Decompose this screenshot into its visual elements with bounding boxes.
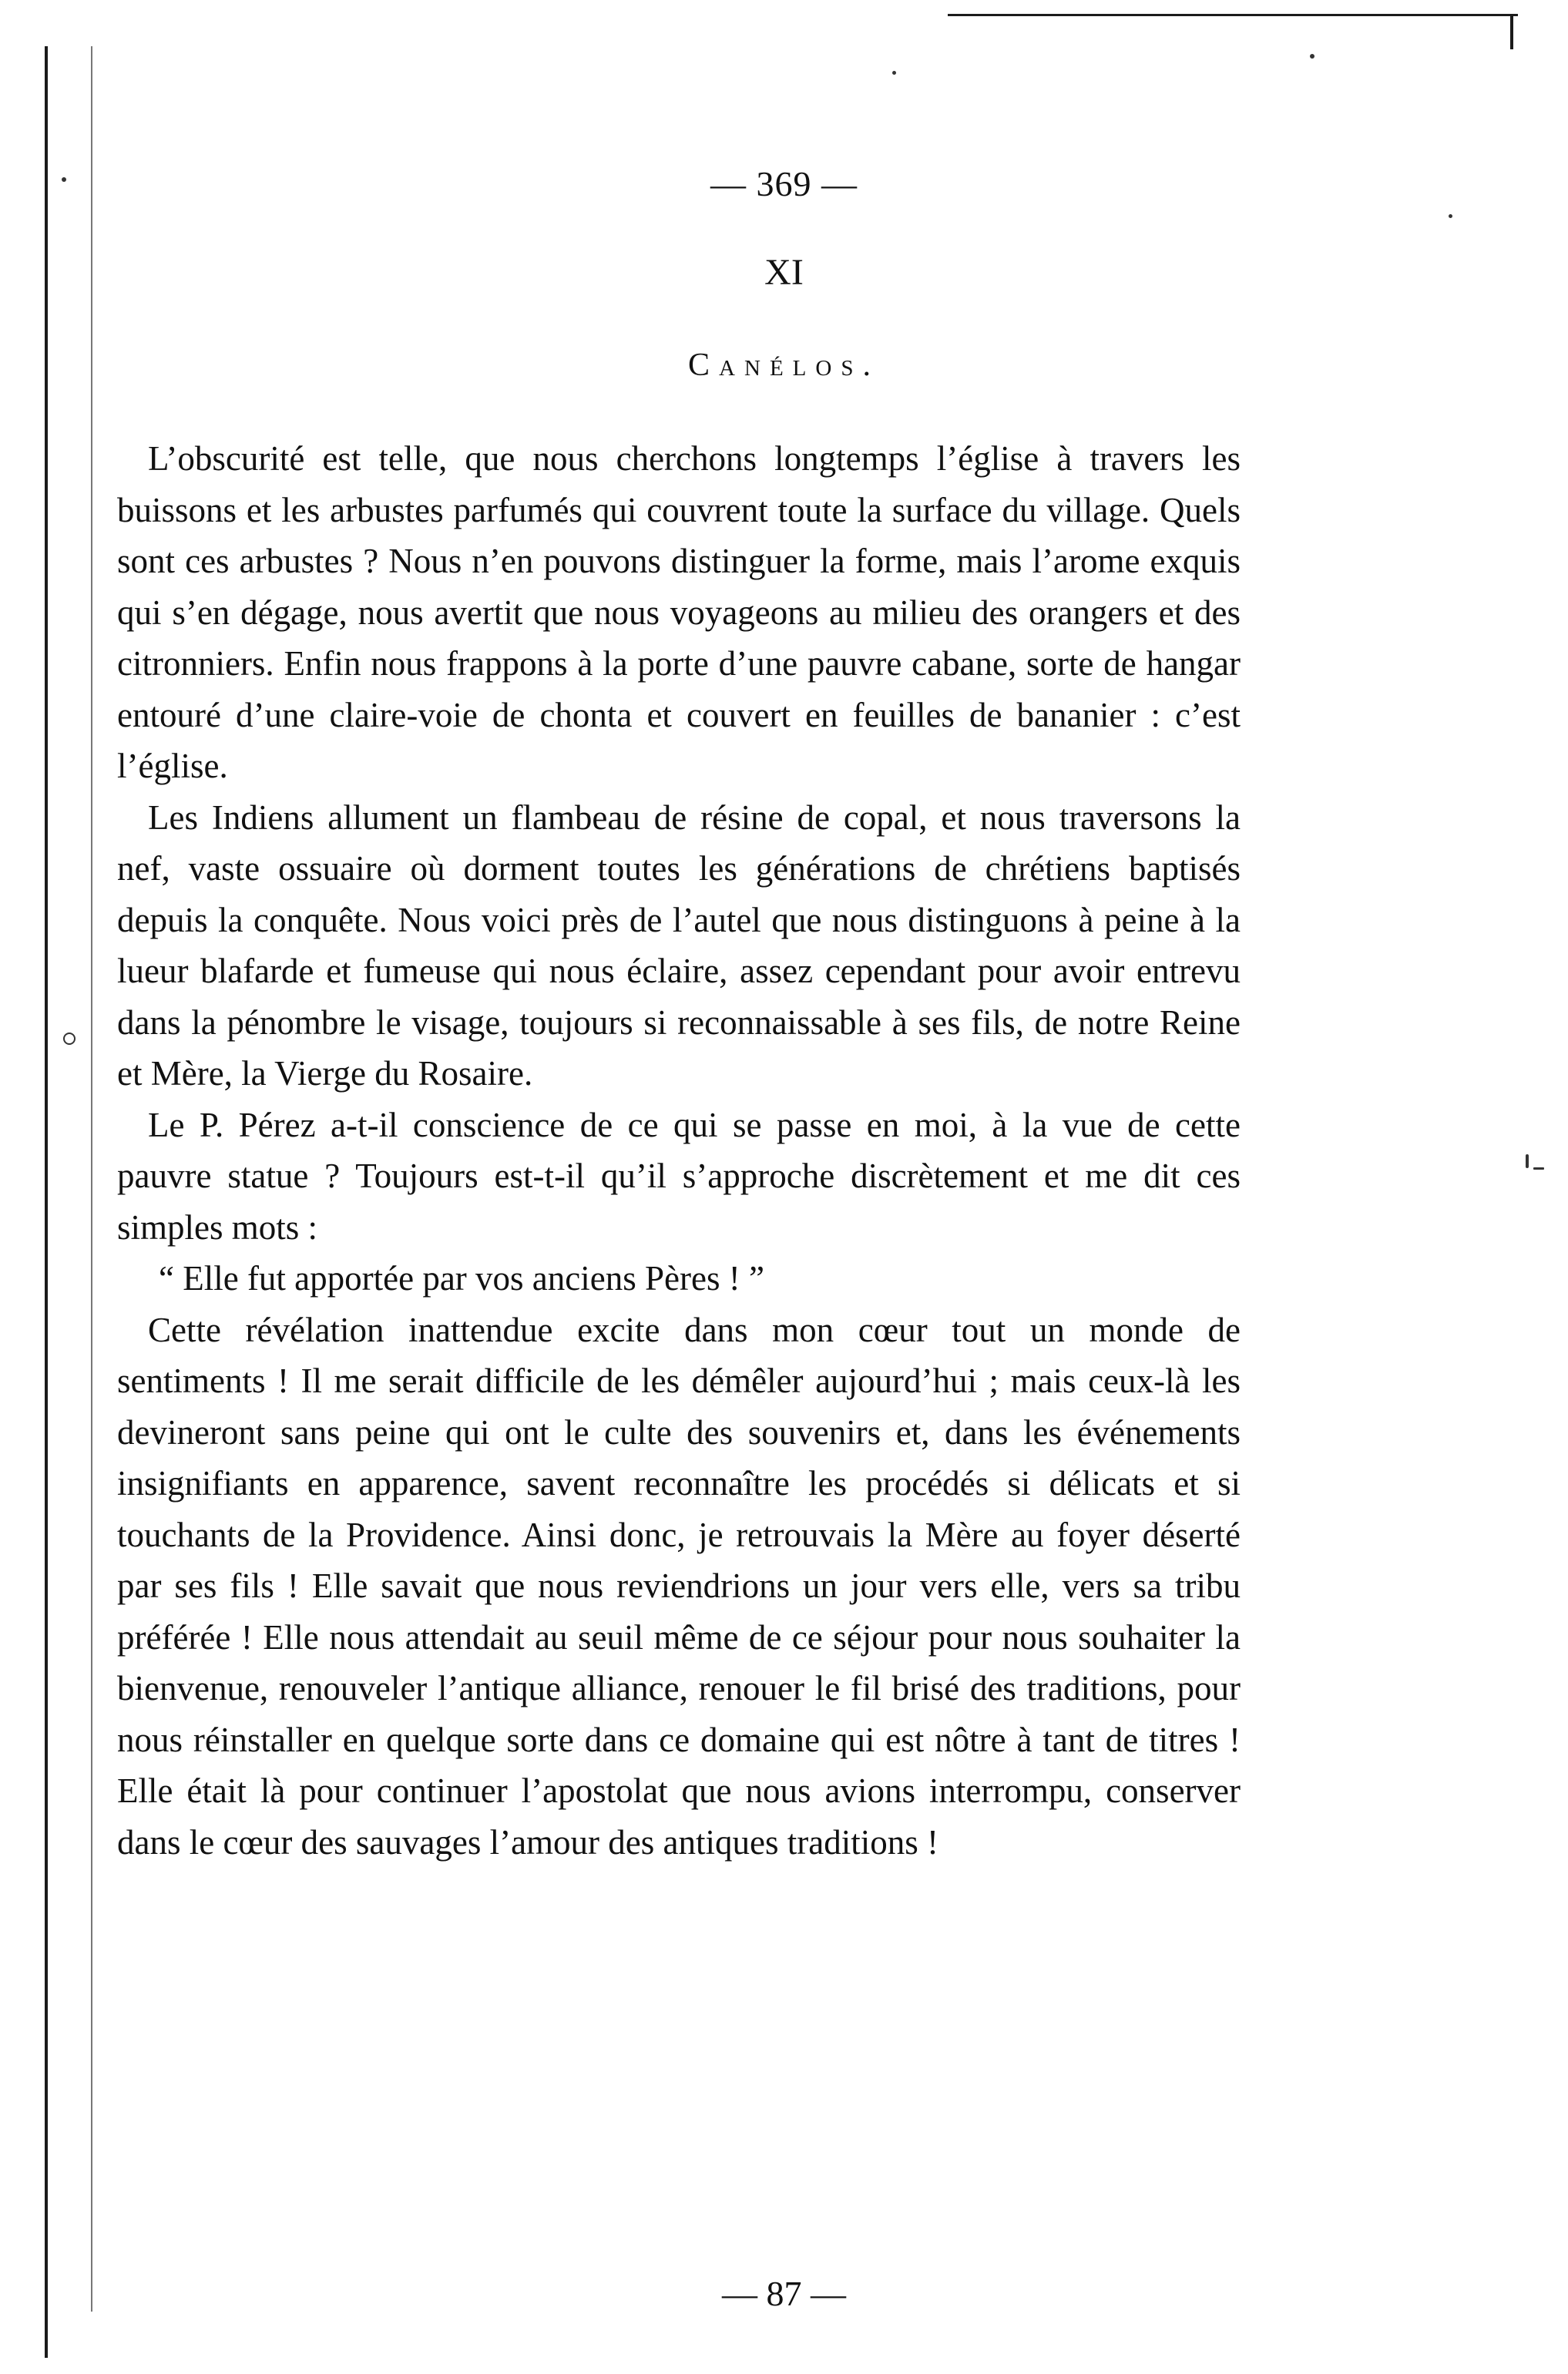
signature-mark: — 87 — [722,2274,846,2313]
body-text [117,433,1241,1868]
scan-top-edge [948,14,1518,16]
scan-speck [892,71,896,75]
scan-speck [1526,1154,1529,1168]
chapter-number: XI [764,252,804,293]
scan-speck [1533,1167,1544,1170]
scan-top-corner [1510,14,1513,49]
quoted-line: “ Elle fut apportée par vos anciens Pères ! ” [159,1259,764,1298]
paragraph: Le P. Pérez a-t-il conscience de ce qui se passe en moi, à la vue de cette pauvre statue ? Toujours est-t-il qu’il s’approche discrètement et me dit ces simples mots : [117,1105,1241,1247]
page-number: — 369 — [710,164,858,203]
paragraph: Les Indiens allument un flambeau de résine de copal, et nous traversons la nef, vaste ossuaire où dorment toutes les générations de chrétiens baptisés depuis la conquête. Nous voici près de l’autel que nous distinguons à peine à la lueur blafarde et fumeuse qui nous éclaire, assez cependant pour avoir entrevu dans la pénombre le visage, toujours si reconnaissable à ses fils, de notre Reine et Mère, la Vierge du Rosaire. [117,797,1241,1093]
paragraph: Cette révélation inattendue excite dans mon cœur tout un monde de sentiments ! Il me serait difficile de les démêler aujourd’hui ; mais ceux-là les devineront sans peine qui ont le culte des souvenirs et, dans les événements insignifiants en apparence, savent reconnaître les procédés si délicats et si touchants de la Providence. Ainsi donc, je retrouvais la Mère au foyer déserté par ses fils ! Elle savait que nous reviendrions un jour vers elle, vers sa tribu préférée ! Elle nous attendait au seuil même de ce séjour pour nous souhaiter la bienvenue, renouveler l’antique alliance, renouer le fil brisé des traditions, pour nous réinstaller en quelque sorte dans ce domaine qui est nôtre à tant de titres ! Elle était là pour continuer l’apostolat que nous avions interrompu, conserver dans le cœur des sauvages l’amour des antiques traditions ! [117,1310,1241,1862]
scan-left-edge [45,46,48,2358]
scan-speck [1449,214,1452,218]
scan-speck [63,1033,76,1045]
scan-speck [1310,54,1315,59]
chapter-title: Canélos. [688,348,880,383]
scan-gutter-line [91,46,92,2312]
paragraph: L’obscurité est telle, que nous cherchons longtemps l’église à travers les buissons et les arbustes parfumés qui couvrent toute la surface du village. Quels sont ces arbustes ? Nous n’en pouvons distinguer la forme, mais l’arome exquis qui s’en dégage, nous avertit que nous voyageons au milieu des orangers et des citronniers. Enfin nous frappons à la porte d’une pauvre cabane, sorte de hangar entouré d’une claire-voie de chonta et couvert en feuilles de bananier : c’est l’église. [117,439,1241,785]
